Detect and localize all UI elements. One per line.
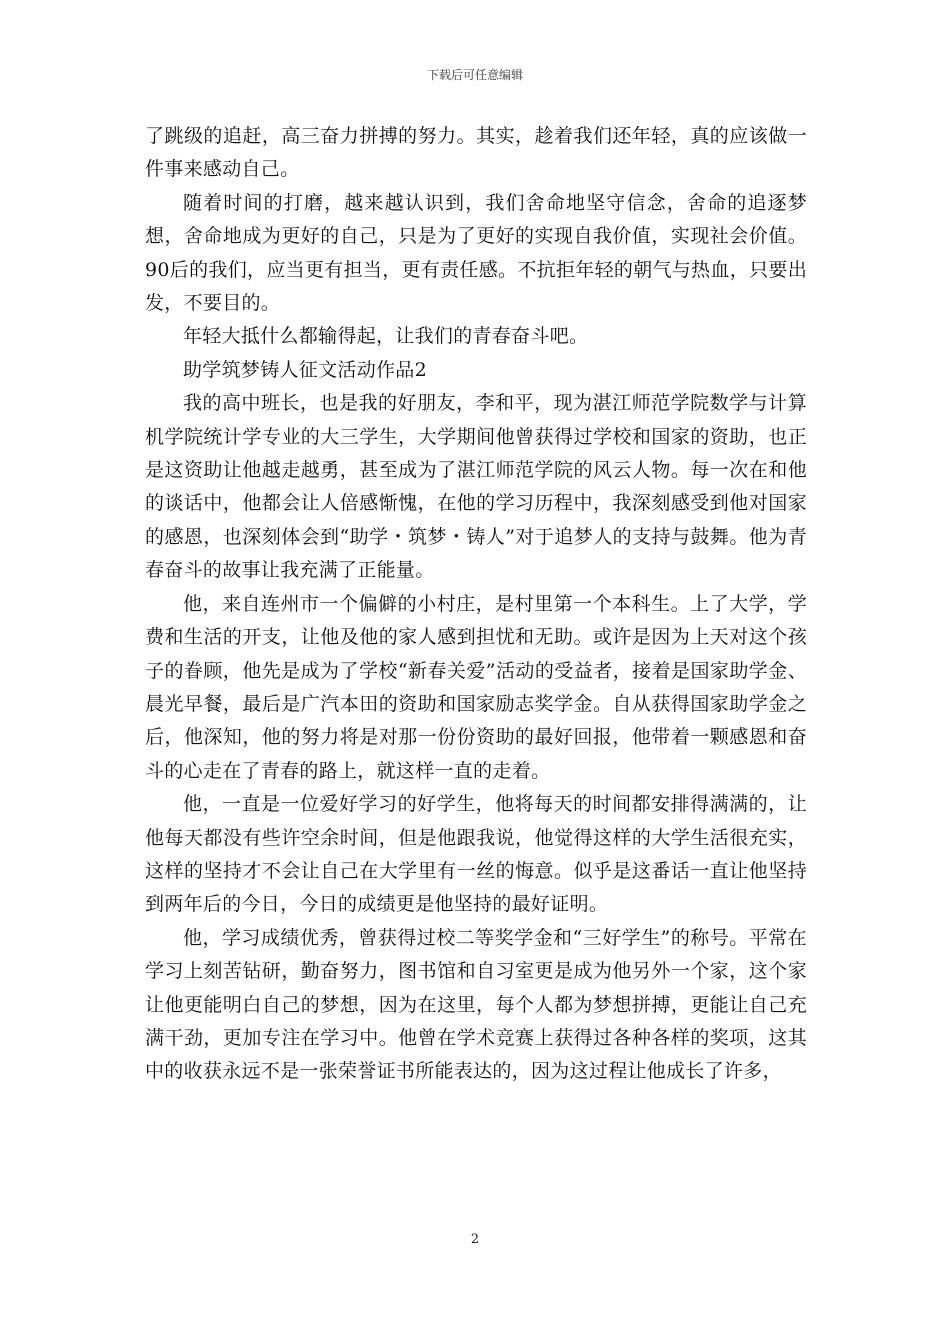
paragraph-1: 了跳级的追赶，高三奋力拼搏的努力。其实，趁着我们还年轻，真的应该做一件事来感动自己。	[145, 125, 807, 181]
paragraph-8: 他，学习成绩优秀，曾获得过校二等奖学金和“三好学生”的称号。平常在学习上刻苦钻研，勤奋努力，图书馆和自习室更是成为他另外一个家，这个家让他更能明白自己的梦想，因为在这里，每个人都为梦想拼搏，更能让自己充满干劲，更加专注在学习中。他曾在学术竞赛上获得过各种各样的奖项，这其中的收获永远不是一张荣誉证书所能表达的，因为这过程让他成长了许多，	[145, 926, 807, 1083]
paragraph-5: 我的高中班长，也是我的好朋友，李和平，现为湛江师范学院数学与计算机学院统计学专业的大三学生，大学期间他曾获得过学校和国家的资助，也正是这资助让他越走越勇，甚至成为了湛江师范学院的风云人物。每一次在和他的谈话中，他都会让人倍感惭愧，在他的学习历程中，我深刻感受到他对国家的感恩，也深刻体会到“助学・筑梦・铸人”对于追梦人的支持与鼓舞。他为青春奋斗的故事让我充满了正能量。	[145, 392, 807, 582]
paragraph-7: 他，一直是一位爱好学习的好学生，他将每天的时间都安排得满满的，让他每天都没有些许空余时间，但是他跟我说，他觉得这样的大学生活很充实，这样的坚持才不会让自己在大学里有一丝的悔意。似乎是这番话一直让他坚持到两年后的今日，今日的成绩更是他坚持的最好证明。	[145, 793, 807, 916]
paragraph-6: 他，来自连州市一个偏僻的小村庄，是村里第一个本科生。上了大学，学费和生活的开支，让他及他的家人感到担忧和无助。或许是因为上天对这个孩子的眷顾，他先是成为了学校“新春关爱”活动的受益者，接着是国家助学金、晨光早餐，最后是广汽本田的资助和国家励志奖学金。自从获得国家助学金之后，他深知，他的努力将是对那一份份资助的最好回报，他带着一颗感恩和奋斗的心走在了青春的路上，就这样一直的走着。	[145, 592, 807, 782]
section-heading: 助学筑梦铸人征文活动作品2	[183, 358, 427, 381]
page-header: 下载后可任意编辑	[426, 68, 523, 82]
paragraph-2: 随着时间的打磨，越来越认识到，我们舍命地坚守信念，舍命的追逐梦想，舍命地成为更好的自己，只是为了更好的实现自我价值，实现社会价值。90后的我们，应当更有担当，更有责任感。不抗拒年轻的朝气与热血，只要出发，不要目的。	[145, 191, 807, 315]
page-number: 2	[470, 1232, 480, 1247]
paragraph-3: 年轻大抵什么都输得起，让我们的青春奋斗吧。	[183, 325, 589, 348]
document-body	[145, 120, 807, 1089]
